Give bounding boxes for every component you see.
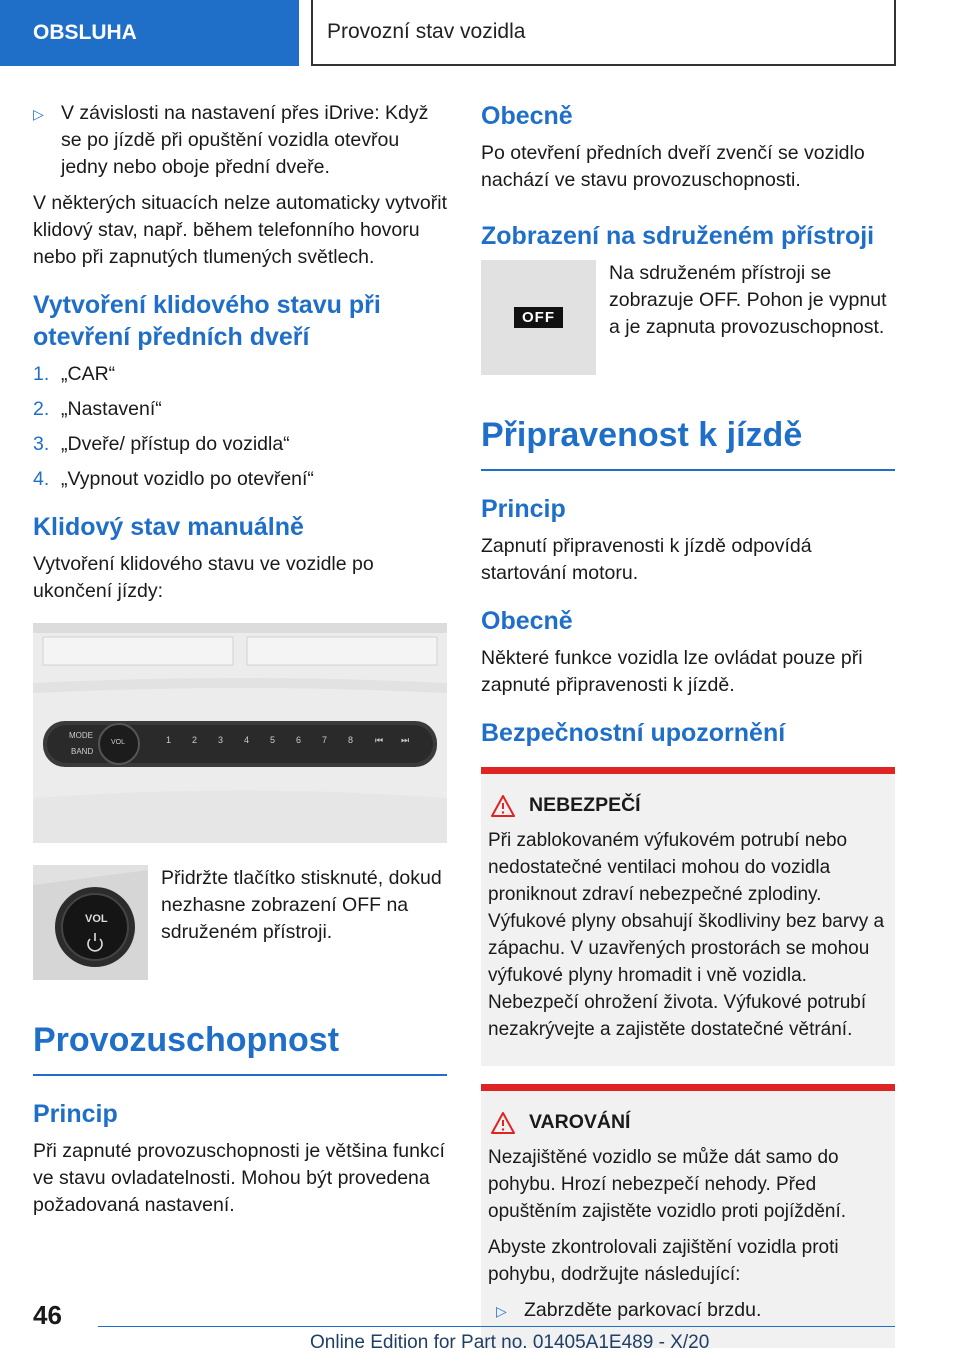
step-text: „CAR“	[61, 363, 116, 385]
danger-title: NEBEZPEČÍ	[529, 794, 641, 816]
list-item	[33, 396, 447, 423]
preset-key: 7	[322, 735, 328, 745]
off-display	[481, 260, 895, 375]
list-item	[33, 361, 447, 388]
heading-obecne: Obecně	[481, 607, 573, 635]
warning-text: Nezajištěné vozidlo se může dát samo do pohybu. Hrozí nebezpečí nehody. Před opuštěním zajistěte vozidlo proti pojíždění.	[488, 1147, 847, 1222]
vol-knob-label: VOL	[85, 913, 108, 925]
radio-panel-photo	[33, 623, 447, 843]
heading-zobrazeni: Zobrazení na sdruženém přístroji	[481, 222, 875, 250]
list-item	[33, 466, 447, 493]
triangle-bullet-icon: ▷	[33, 106, 44, 122]
page-number: 46	[33, 1300, 62, 1330]
preset-key: 5	[270, 735, 276, 745]
seek-back-icon: ⏮	[375, 735, 384, 745]
warning-triangle-icon	[491, 795, 515, 817]
warning-triangle-icon	[491, 1112, 515, 1134]
page-title: Provozní stav vozidla	[327, 20, 526, 43]
preset-key: 4	[244, 735, 250, 745]
paragraph: Přidržte tlačítko stisknuté, dokud nezhasne zobrazení OFF na sdruženém přístroji.	[161, 867, 442, 943]
heading-safety: Bezpečnostní upozornění	[481, 719, 786, 747]
warning-heading	[488, 1111, 888, 1134]
paragraph: Vytvoření klidového stavu ve vozidle po ukončení jízdy:	[33, 553, 374, 602]
section-tab	[0, 0, 299, 66]
vol-label: VOL	[111, 739, 126, 746]
list-item	[33, 431, 447, 458]
section-label: OBSLUHA	[33, 21, 137, 44]
heading-obecne: Obecně	[481, 102, 573, 130]
heading-princip: Princip	[481, 495, 566, 523]
danger-text: Při zablokovaném výfukovém potrubí nebo nedostatečné ventilaci mohou do vozidla proniknout zdraví nebezpečné zplodiny. Výfukové plyny obsahují škodliviny bez barvy a zápachu. V uzavřených prostorách se mohou výfukové plyny hromadit i vně vozidla. Nebezpečí ohrožení života. Výfukové potrubí nezakrývejte a zajistěte dostatečné větrání.	[488, 830, 885, 1040]
heading-provozuschopnost: Provozuschopnost	[33, 1020, 447, 1076]
warning-text: Abyste zkontrolovali zajištění vozidla proti pohybu, dodržujte následující:	[488, 1237, 839, 1285]
warning-title: VAROVÁNÍ	[529, 1111, 631, 1133]
heading-manual: Klidový stav manuálně	[33, 513, 304, 541]
paragraph: Po otevření předních dveří zvenčí se vozidlo nachází ve stavu provozuschopnosti.	[481, 142, 865, 191]
danger-heading	[488, 794, 888, 817]
cluster-off-photo	[481, 260, 596, 375]
heading-doors: Vytvoření klidového stavu při otevření předních dveří	[33, 291, 381, 351]
step-number: 4.	[33, 468, 50, 490]
bullet-item	[488, 1297, 888, 1325]
hold-instruction	[33, 865, 447, 980]
step-number: 3.	[33, 433, 50, 455]
preset-key: 3	[218, 735, 224, 745]
paragraph: Při zapnuté provozuschopnosti je většina funkcí ve stavu ovladatelnosti. Mohou být provedena požadovaná nastavení.	[33, 1140, 445, 1216]
step-text: „Dveře/ přístup do vozidla“	[61, 433, 290, 455]
vol-knob-photo	[33, 865, 148, 980]
preset-key: 8	[348, 735, 354, 745]
preset-key: 2	[192, 735, 198, 745]
heading-princip: Princip	[33, 1100, 118, 1128]
edition-note: Online Edition for Part no. 01405A1E489 - X/20	[310, 1332, 710, 1353]
steps-list	[33, 361, 447, 493]
bullet-text: Zabrzděte parkovací brzdu.	[524, 1299, 762, 1321]
heading-pripravenost: Připravenost k jízdě	[481, 415, 895, 471]
preset-key: 1	[166, 735, 172, 745]
step-number: 2.	[33, 398, 50, 420]
right-column	[481, 82, 895, 1348]
radio-panel-illustration	[33, 623, 447, 843]
page-header	[311, 0, 896, 66]
band-label: BAND	[71, 747, 94, 756]
left-column	[33, 100, 447, 1228]
paragraph: Na sdruženém přístroji se zobrazuje OFF. Pohon je vypnut a je zapnuta provozuschopnost.	[609, 262, 887, 338]
bullet-item	[33, 100, 447, 181]
footer-divider	[98, 1326, 895, 1327]
warning-box	[481, 1084, 895, 1348]
bullet-text: V závislosti na nastavení přes iDrive: Když se po jízdě při opuštění vozidla otevřou jedny nebo oboje přední dveře.	[61, 102, 429, 178]
preset-key: 6	[296, 735, 302, 745]
seek-forward-icon: ⏭	[401, 735, 410, 745]
triangle-bullet-icon: ▷	[496, 1303, 507, 1319]
off-badge: OFF	[514, 307, 563, 328]
step-number: 1.	[33, 363, 50, 385]
paragraph: Zapnutí připravenosti k jízdě odpovídá startování motoru.	[481, 535, 812, 584]
mode-label: MODE	[69, 731, 93, 740]
paragraph: V některých situacích nelze automaticky vytvořit klidový stav, např. během telefonního hovoru nebo při zapnutých tlumených světlech.	[33, 192, 448, 268]
paragraph: Některé funkce vozidla lze ovládat pouze při zapnuté připravenosti k jízdě.	[481, 647, 863, 696]
step-text: „Vypnout vozidlo po otevření“	[61, 468, 314, 490]
step-text: „Nastavení“	[61, 398, 162, 420]
danger-box	[481, 767, 895, 1066]
